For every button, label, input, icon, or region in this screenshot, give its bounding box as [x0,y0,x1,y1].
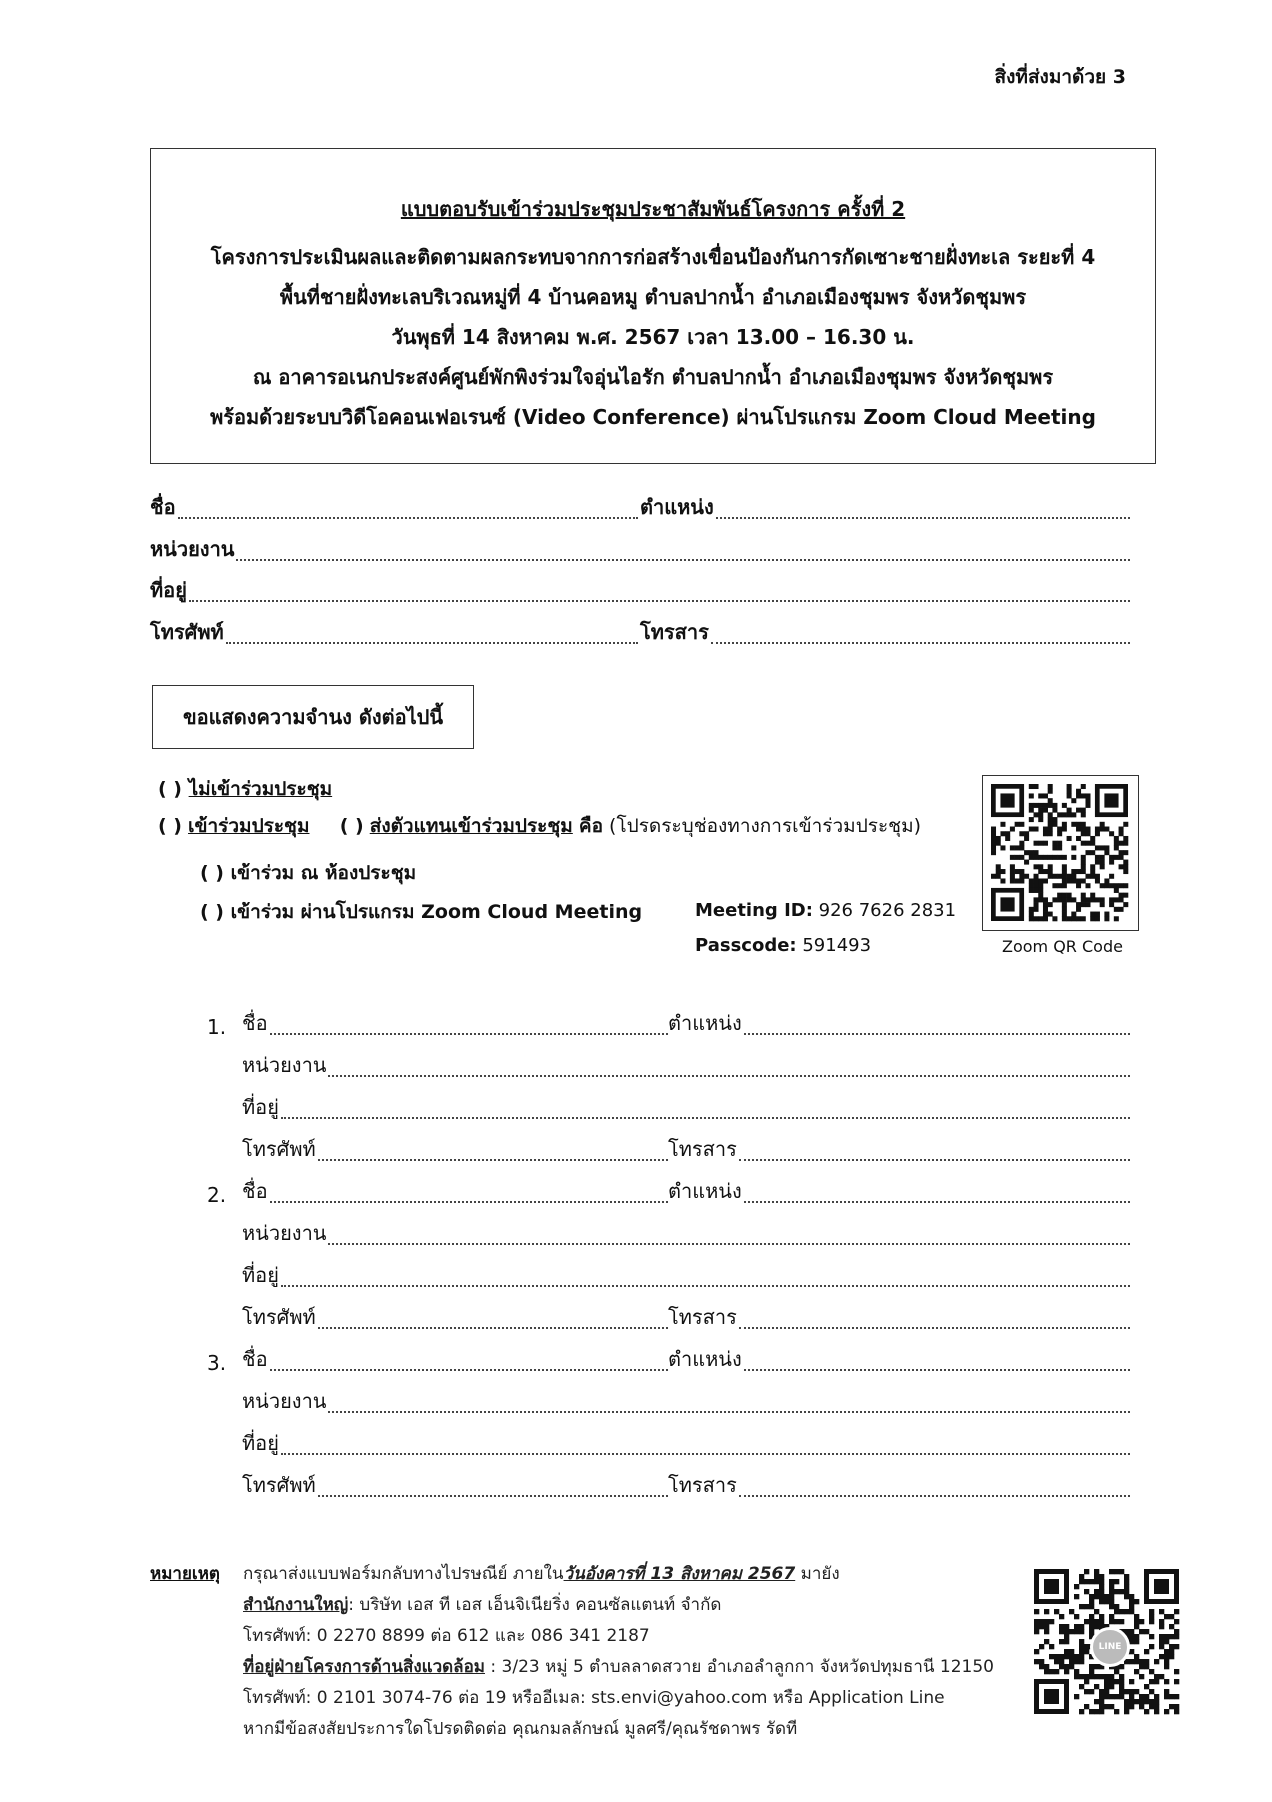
rep-position-field[interactable] [668,1347,1130,1375]
env-text: : 3/23 หมู่ 5 ตำบลลาดสวาย อำเภอลำลูกกา จังหวัดปทุมธานี 12150 [485,1657,994,1677]
form-title: แบบตอบรับเข้าร่วมประชุมประชาสัมพันธ์โครงการ ครั้งที่ 2 [400,197,906,221]
hq-text: : บริษัท เอส ที เอส เอ็นจิเนียริ่ง คอนซัลแตนท์ จำกัด [348,1595,722,1615]
line-qr-code[interactable] [1032,1567,1181,1718]
meeting-id-label: Meeting ID: [695,900,813,921]
attachment-label: สิ่งที่ส่งมาด้วย 3 [994,66,1126,88]
meeting-date: วันพุธที่ 14 สิงหาคม พ.ศ. 2567 เวลา 13.00 – 16.30 น. [391,325,915,349]
passcode-label: Passcode: [695,935,797,956]
contact-persons: หากมีข้อสงสัยประการใดโปรดติดต่อ คุณกมลลักษณ์ มูลศรี/คุณรัชดาพร รัดที [243,1719,798,1739]
rep-agency-label: หน่วยงาน [242,1053,327,1077]
header-box [150,148,1156,464]
name-label: ชื่อ [150,495,176,519]
rep-name-label: ชื่อ [242,1347,268,1371]
passcode [695,935,871,956]
is-label: คือ [578,815,603,837]
zoom-qr-code[interactable] [982,775,1139,931]
checkbox-online[interactable]: ( ) [200,901,224,923]
rep-number-label: 3. [207,1351,227,1375]
fax-field[interactable] [640,620,1130,648]
rep-phone-field[interactable] [242,1473,668,1501]
meeting-id [695,900,956,921]
rep-agency-label: หน่วยงาน [242,1221,327,1245]
meeting-id-value: 926 7626 2831 [818,900,957,921]
fax-label: โทรสาร [640,620,709,644]
rep-agency-field[interactable] [242,1389,1130,1417]
option-onsite[interactable] [200,858,416,888]
specify-hint: (โปรดระบุช่องทางการเข้าร่วมประชุม) [609,815,922,837]
onsite-label: เข้าร่วม ณ ห้องประชุม [230,862,417,884]
rep-name-field[interactable] [242,1347,668,1375]
rep-address-field[interactable] [242,1263,1130,1291]
rep-address-label: ที่อยู่ [242,1263,279,1287]
env-phone: โทรศัพท์: 0 2101 3074-76 ต่อ 19 หรืออีเมล: sts.envi@yahoo.com หรือ Application Line [243,1688,945,1708]
position-field[interactable] [640,495,1130,523]
rep-number [207,1179,237,1207]
rep-name-label: ชื่อ [242,1179,268,1203]
rep-fax-field[interactable] [668,1137,1130,1165]
rep-fax-field[interactable] [668,1305,1130,1333]
project-area: พื้นที่ชายฝั่งทะเลบริเวณหมู่ที่ 4 บ้านคอหมู ตำบลปากน้ำ อำเภอเมืองชุมพร จังหวัดชุมพร [279,285,1027,309]
rep-number [207,1011,237,1039]
position-label: ตำแหน่ง [640,495,714,519]
intent-box: ขอแสดงความจำนง ดังต่อไปนี้ [152,685,474,749]
checkbox-attend[interactable]: ( ) [158,815,182,837]
rep-phone-label: โทรศัพท์ [242,1137,316,1161]
not-attend-label: ไม่เข้าร่วมประชุม [188,778,333,800]
rep-fax-label: โทรสาร [668,1473,737,1497]
rep-agency-label: หน่วยงาน [242,1389,327,1413]
phone-label: โทรศัพท์ [150,620,224,644]
rep-address-field[interactable] [242,1431,1130,1459]
env-label: ที่อยู่ฝ่ายโครงการด้านสิ่งแวดล้อม [243,1657,486,1677]
rep-phone-field[interactable] [242,1137,668,1165]
checkbox-send-rep[interactable]: ( ) [339,815,364,837]
note-instruction-suffix: มายัง [795,1564,840,1584]
rep-address-label: ที่อยู่ [242,1431,279,1455]
rep-position-label: ตำแหน่ง [668,1347,742,1371]
hq-phone: โทรศัพท์: 0 2270 8899 ต่อ 612 และ 086 341 2187 [243,1626,650,1646]
rep-phone-label: โทรศัพท์ [242,1473,316,1497]
rep-agency-field[interactable] [242,1053,1130,1081]
send-rep-label: ส่งตัวแทนเข้าร่วมประชุม [369,815,573,837]
rep-position-field[interactable] [668,1011,1130,1039]
rep-fax-label: โทรสาร [668,1305,737,1329]
checkbox-not-attend[interactable]: ( ) [158,778,182,800]
rep-phone-label: โทรศัพท์ [242,1305,316,1329]
meeting-venue: ณ อาคารอเนกประสงค์ศูนย์พักพิงร่วมใจอุ่นไอรัก ตำบลปากน้ำ อำเภอเมืองชุมพร จังหวัดชุมพร [252,365,1054,389]
rep-agency-field[interactable] [242,1221,1130,1249]
rep-number-label: 1. [207,1015,227,1039]
note-instruction: กรุณาส่งแบบฟอร์มกลับทางไปรษณีย์ ภายใน [243,1564,564,1584]
agency-label: หน่วยงาน [150,537,235,561]
rep-address-field[interactable] [242,1095,1130,1123]
note-deadline: วันอังคารที่ 13 สิงหาคม 2567 [563,1564,796,1584]
rep-name-label: ชื่อ [242,1011,268,1035]
rep-position-field[interactable] [668,1179,1130,1207]
note-line-1 [243,1560,840,1587]
online-label: เข้าร่วม ผ่านโปรแกรม Zoom Cloud Meeting [230,901,643,923]
rep-number-label: 2. [207,1183,227,1207]
zoom-qr-label: Zoom QR Code [1002,937,1123,956]
rep-number [207,1347,237,1375]
option-not-attend[interactable] [158,774,332,804]
checkbox-onsite[interactable]: ( ) [200,862,224,884]
option-attend-row [158,811,921,841]
project-name: โครงการประเมินผลและติดตามผลกระทบจากการก่อสร้างเขื่อนป้องกันการกัดเซาะชายฝั่งทะเล ระยะที่ 4 [210,245,1096,269]
address-label: ที่อยู่ [150,578,187,602]
phone-field[interactable] [150,620,638,648]
video-conference-note: พร้อมด้วยระบบวิดีโอคอนเฟอเรนซ์ (Video Conference) ผ่านโปรแกรม Zoom Cloud Meeting [210,405,1096,429]
rep-fax-field[interactable] [668,1473,1130,1501]
address-field[interactable] [150,578,1130,606]
hq-label: สำนักงานใหญ่ [243,1595,349,1615]
rep-position-label: ตำแหน่ง [668,1011,742,1035]
note-env-address [243,1653,994,1680]
rep-name-field[interactable] [242,1011,668,1039]
rep-position-label: ตำแหน่ง [668,1179,742,1203]
note-label: หมายเหตุ [150,1564,220,1584]
rep-name-field[interactable] [242,1179,668,1207]
line-logo-icon: LINE [1090,1627,1130,1667]
note-hq [243,1591,721,1618]
rep-phone-field[interactable] [242,1305,668,1333]
option-online[interactable] [200,897,642,927]
rep-address-label: ที่อยู่ [242,1095,279,1119]
name-field[interactable] [150,495,638,523]
attend-label: เข้าร่วมประชุม [188,815,310,837]
rep-fax-label: โทรสาร [668,1137,737,1161]
agency-field[interactable] [150,537,1130,565]
passcode-value: 591493 [802,935,872,956]
